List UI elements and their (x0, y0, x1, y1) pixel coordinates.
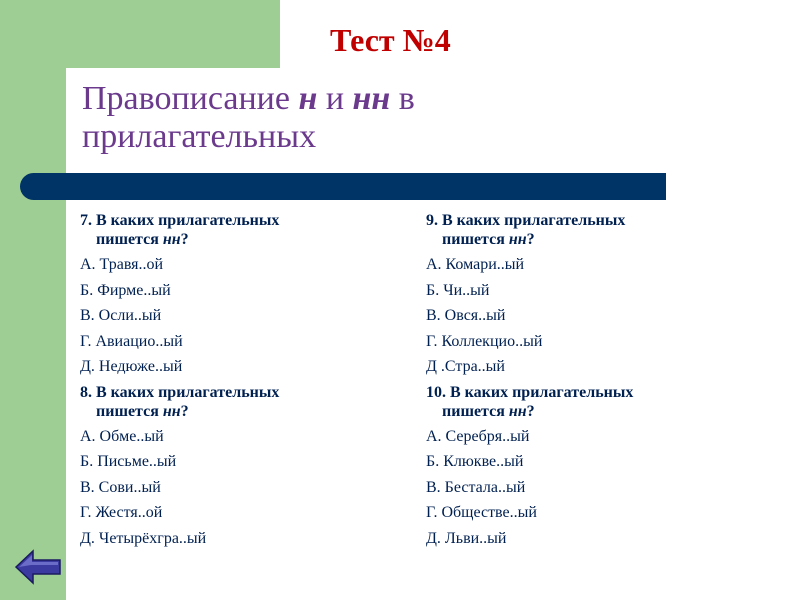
test-title: Тест №4 (330, 22, 451, 58)
answer-option: Б. Фирме..ый (80, 281, 171, 299)
slide-heading: Правописание н и нн в прилагательных (82, 80, 415, 155)
question-9: 9. В каких прилагательных пишется нн? (426, 212, 626, 248)
back-arrow-icon (14, 548, 62, 586)
back-button[interactable] (14, 548, 62, 586)
answer-option: Д. Льви..ый (426, 529, 507, 547)
question-7: 7. В каких прилагательных пишется нн? (80, 212, 280, 248)
answer-option: Б. Чи..ый (426, 281, 490, 299)
answer-option: Д. Четырёхгра..ый (80, 529, 207, 547)
column-left (80, 211, 410, 554)
answer-option: В. Овся..ый (426, 307, 506, 324)
answer-option: А. Комари..ый (426, 256, 525, 273)
answer-option: А. Обме..ый (80, 427, 164, 445)
question-8: 8. В каких прилагательных пишется нн? (80, 383, 280, 420)
question-10: 10. В каких прилагательных пишется нн? (426, 383, 634, 420)
answer-option: Б. Клюкве..ый (426, 453, 524, 470)
answer-option: А. Травя..ой (80, 256, 164, 273)
decor-green-top (0, 0, 280, 68)
answer-option: В. Бестала..ый (426, 478, 526, 496)
answer-option: Г. Авиацио..ый (80, 332, 183, 350)
decor-green-side (0, 0, 66, 600)
answer-option: В. Сови..ый (80, 478, 161, 496)
column-right (426, 211, 756, 554)
answer-option: Д .Стра..ый (426, 358, 505, 375)
answer-option: Б. Письме..ый (80, 453, 177, 470)
answer-option: Г. Жестя..ой (80, 504, 163, 521)
answer-option: А. Серебря..ый (426, 427, 530, 445)
answer-option: Г. Коллекцио..ый (426, 332, 543, 350)
title-divider-bar (20, 173, 666, 200)
answer-option: В. Осли..ый (80, 307, 162, 324)
answer-option: Г. Обществе..ый (426, 504, 537, 521)
answer-option: Д. Недюже..ый (80, 358, 183, 375)
